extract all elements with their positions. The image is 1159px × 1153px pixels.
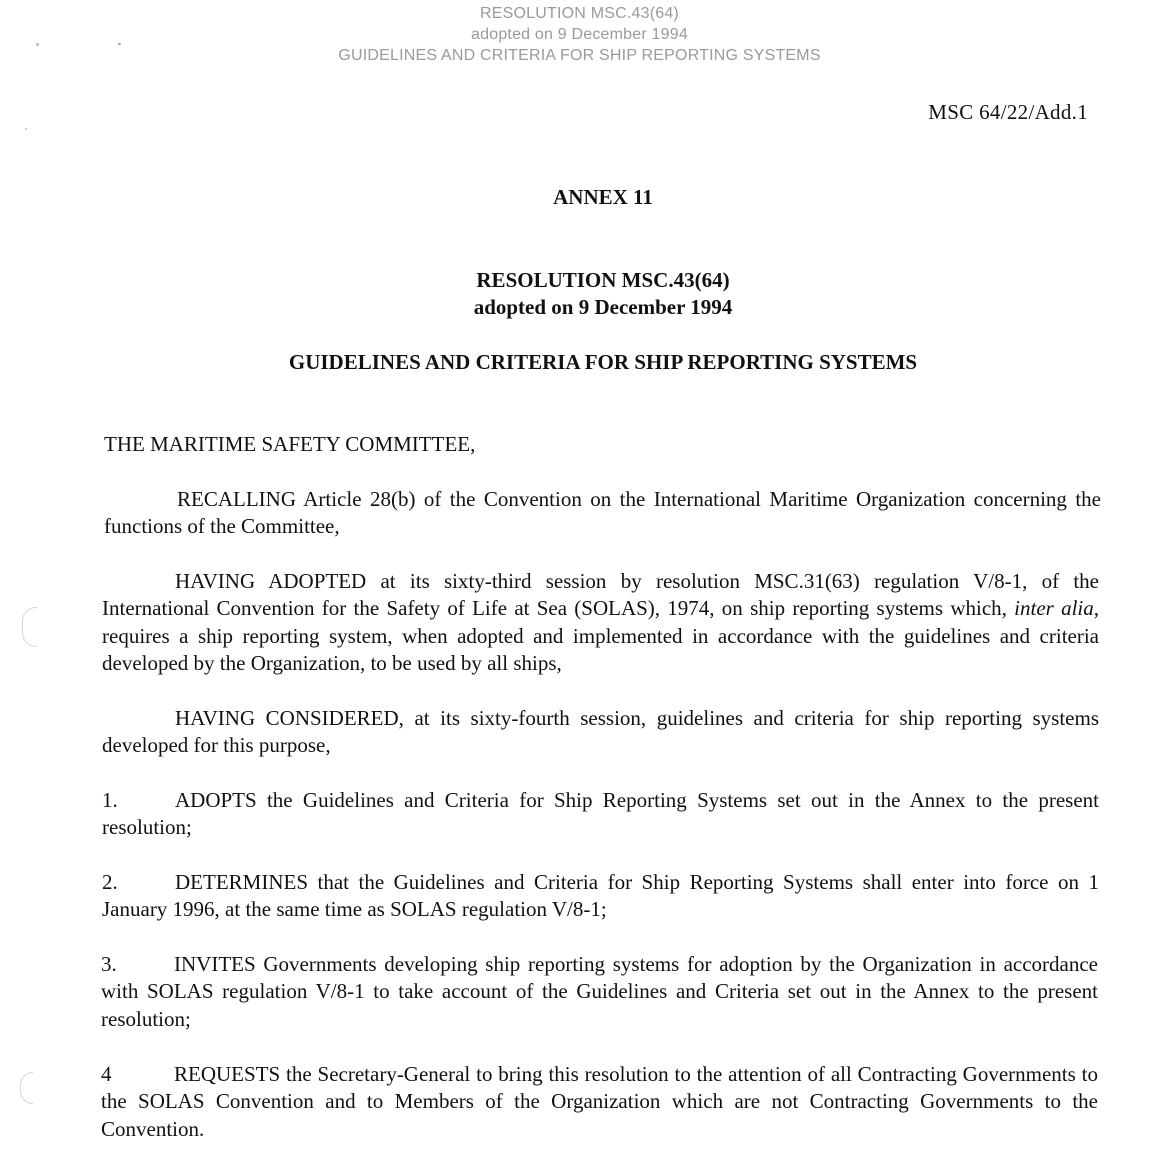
having-considered-lead: HAVING CONSIDERED [175, 706, 399, 730]
operative-paragraph-2 [102, 869, 1099, 924]
preamble-having-adopted [102, 568, 1099, 677]
recalling-text: Article 28(b) of the Convention on the International Maritime Organization concerning the functions of the Committee, [104, 487, 1101, 539]
watermark-line-2: adopted on 9 December 1994 [471, 26, 688, 43]
operative-text: that the Guidelines and Criteria for Ship Reporting Systems shall enter into force on 1 January 1996, at the same time as SOLAS regulation V/8-1; [102, 870, 1099, 922]
resolution-adopted-date: adopted on 9 December 1994 [473, 295, 733, 319]
recalling-lead: RECALLING [177, 487, 296, 511]
operative-text: the Secretary-General to bring this resolution to the attention of all Contracting Governments to the SOLAS Convention and to Members of the Organization which are not Contracting Governments to the Convention. [101, 1062, 1098, 1141]
operative-lead: INVITES [174, 952, 256, 976]
annex-heading: ANNEX 11 [553, 185, 653, 209]
paragraph-number: 4 [101, 1062, 112, 1086]
margin-scan-mark [20, 1072, 33, 1104]
scan-speck [25, 128, 27, 130]
resolution-number: RESOLUTION MSC.43(64) [476, 268, 730, 292]
watermark-line-1: RESOLUTION MSC.43(64) [480, 5, 679, 22]
committee-heading: THE MARITIME SAFETY COMMITTEE, [104, 432, 476, 456]
preamble-having-considered [102, 705, 1099, 760]
paragraph-number: 2. [102, 870, 118, 894]
having-adopted-text-1: at its sixty-third session by resolution MSC.31(63) regulation V/8-1, of the International Convention for the Safety of Life at Sea (SOLAS), 1974, on ship reporting systems which, [102, 569, 1099, 621]
document-reference: MSC 64/22/Add.1 [928, 100, 1088, 124]
scan-speck [118, 43, 121, 45]
operative-paragraph-3 [101, 951, 1098, 1033]
operative-paragraph-1 [102, 787, 1099, 842]
margin-scan-mark [22, 607, 37, 647]
preamble-recalling [104, 486, 1101, 541]
operative-paragraph-4 [101, 1061, 1098, 1143]
operative-lead: DETERMINES [175, 870, 308, 894]
having-adopted-text-2: , requires a ship reporting system, when adopted and implemented in accordance with the guidelines and criteria developed by the Organization, to be used by all ships, [102, 596, 1099, 675]
having-adopted-lead: HAVING ADOPTED [175, 569, 367, 593]
resolution-title: GUIDELINES AND CRITERIA FOR SHIP REPORTING SYSTEMS [288, 350, 918, 374]
paragraph-number: 3. [101, 952, 117, 976]
operative-text: Governments developing ship reporting systems for adoption by the Organization in accordance with SOLAS regulation V/8-1 to take account of the Guidelines and Criteria set out in the Annex to the present resolution; [101, 952, 1098, 1031]
operative-lead: REQUESTS [174, 1062, 281, 1086]
having-considered-text: , at its sixty-fourth session, guidelines and criteria for ship reporting systems developed for this purpose, [102, 706, 1100, 758]
watermark-line-3: GUIDELINES AND CRITERIA FOR SHIP REPORTING SYSTEMS [338, 47, 821, 64]
paragraph-number: 1. [102, 788, 118, 812]
operative-lead: ADOPTS [175, 788, 257, 812]
having-adopted-italic: inter alia [1014, 596, 1094, 621]
operative-text: the Guidelines and Criteria for Ship Reporting Systems set out in the Annex to the present resolution; [102, 788, 1099, 840]
scan-speck [36, 43, 39, 46]
